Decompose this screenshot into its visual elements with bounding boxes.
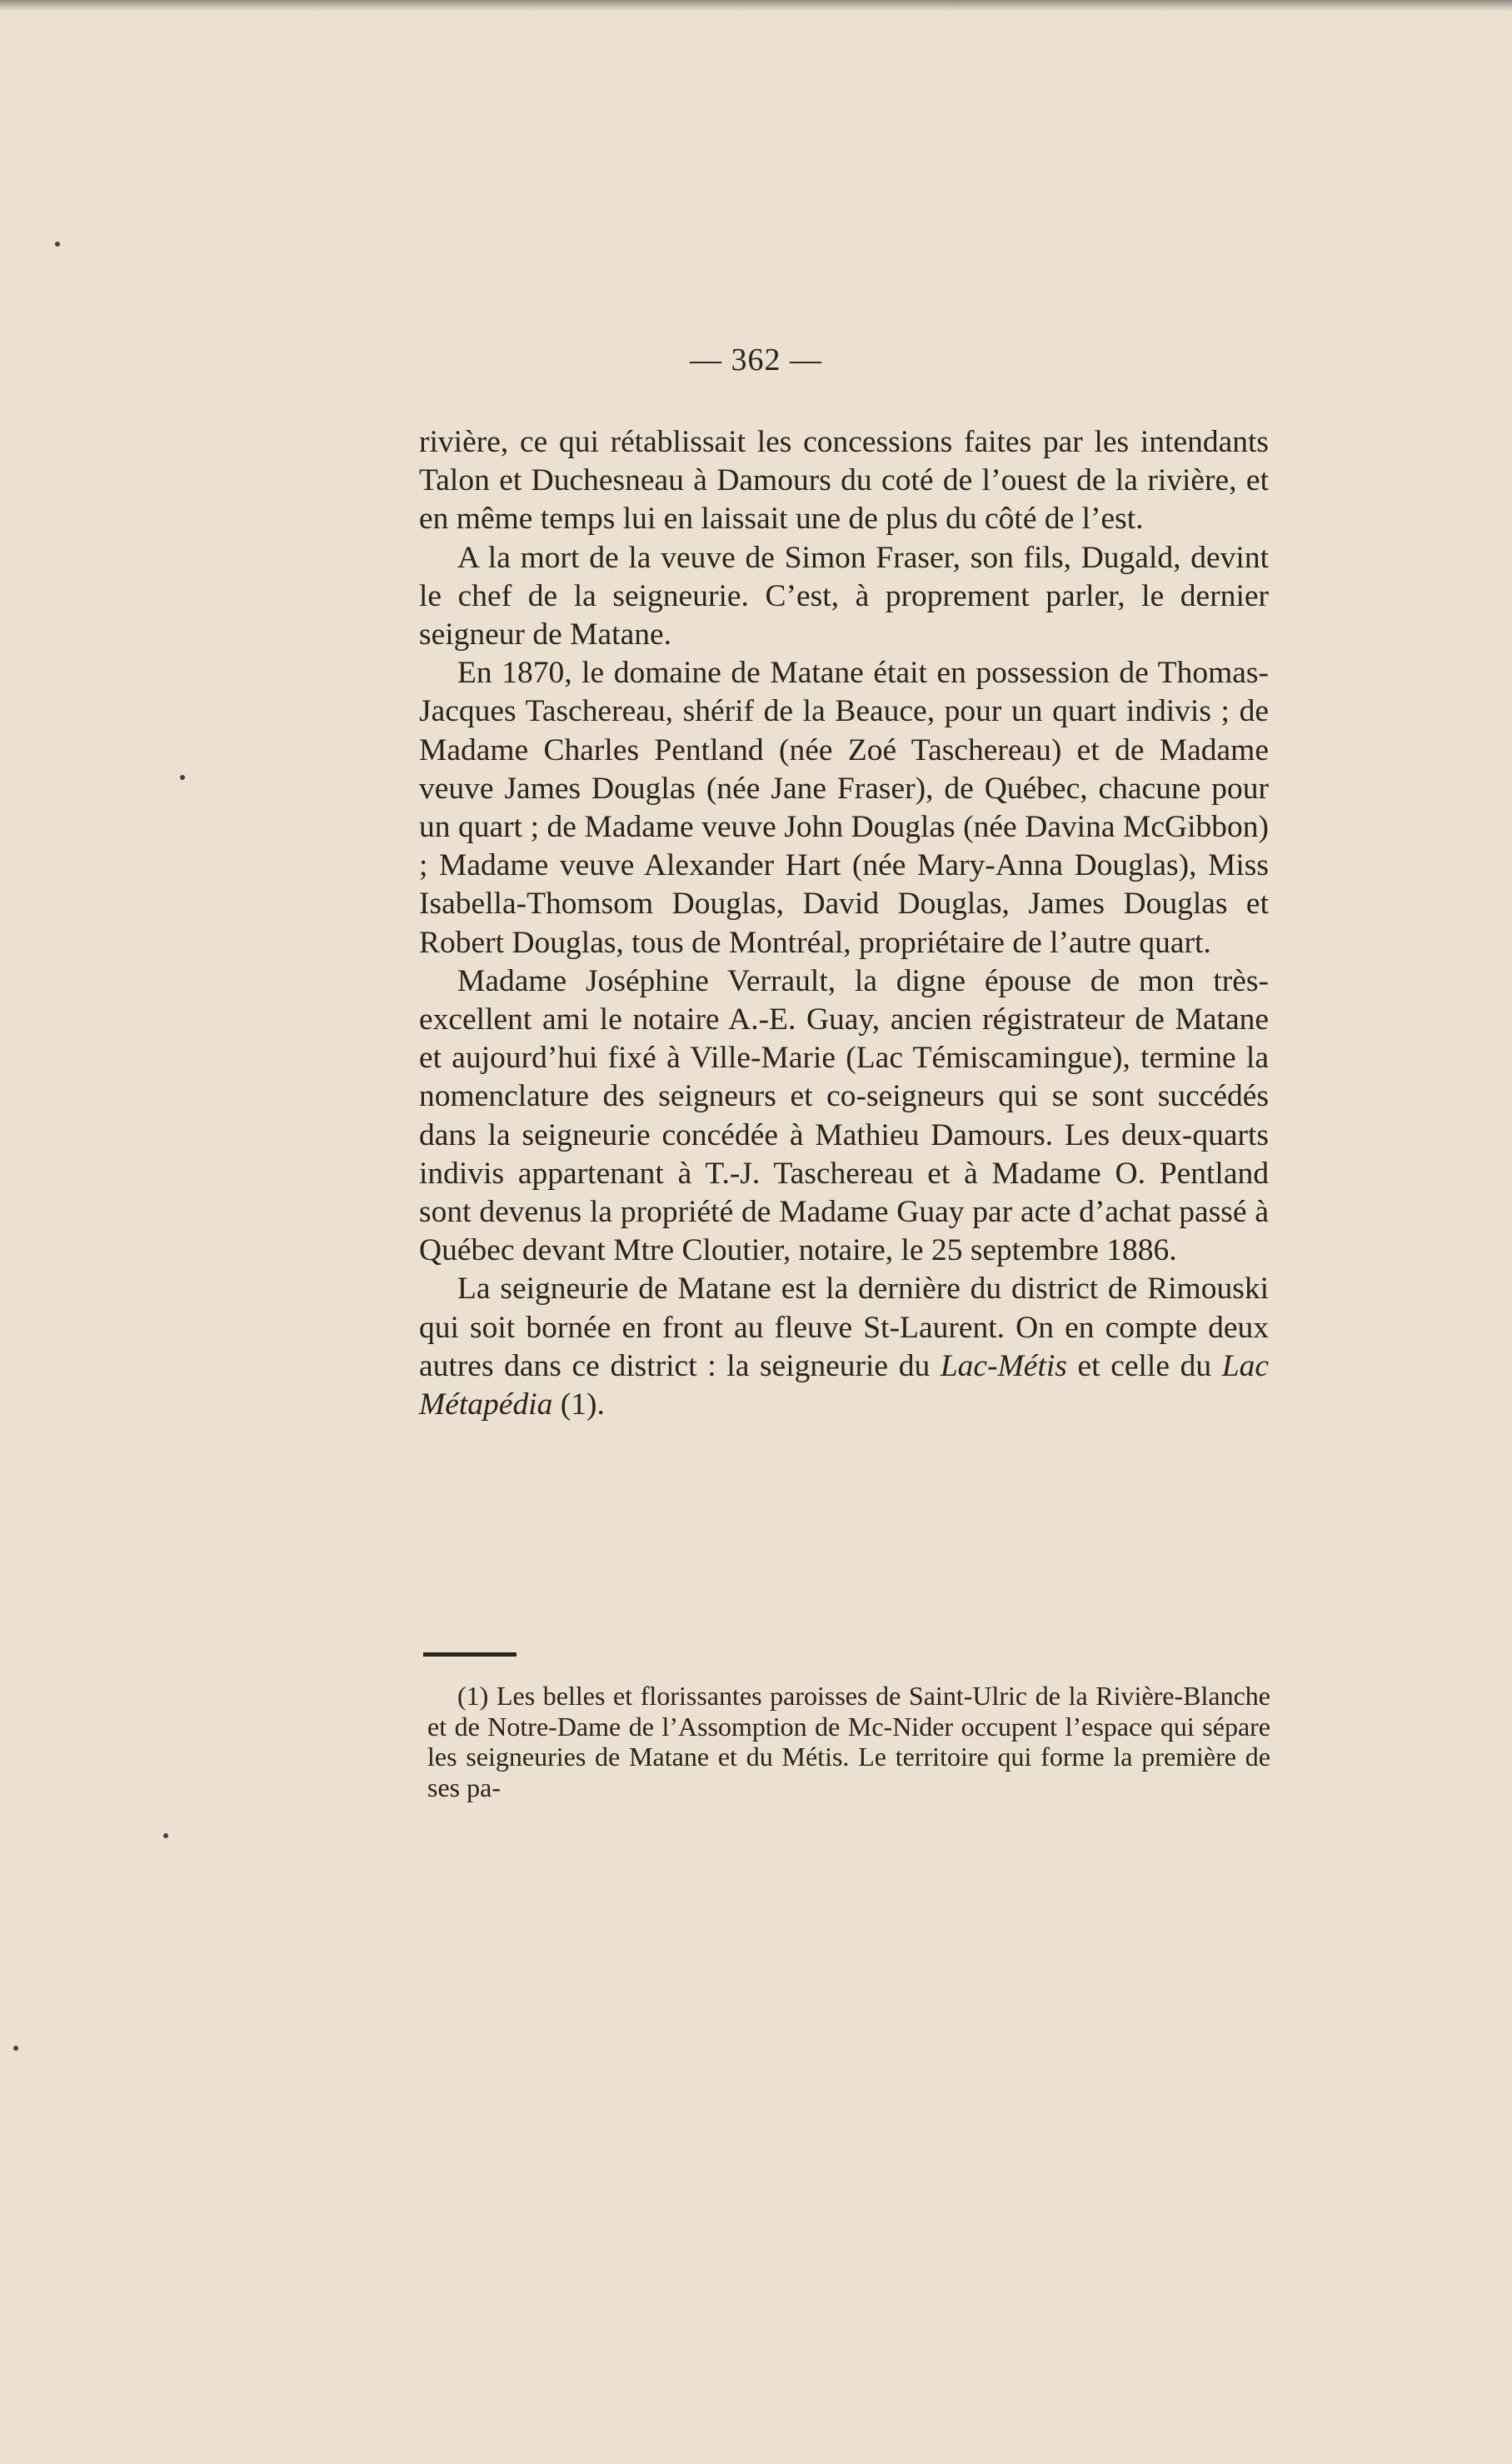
paragraph-5: [419, 1270, 1269, 1424]
paper-speck: [180, 775, 185, 780]
paper-speck: [55, 242, 60, 247]
lac-metis-italic: Lac-Métis: [940, 1348, 1067, 1383]
paragraph-2: A la mort de la veuve de Simon Fraser, son fils, Dugald, devint le chef de la seigneurie. C’est, à proprement parler, le dernier seigneur de Matane.: [419, 540, 1269, 652]
paragraph-5-text-c: (1).: [552, 1387, 605, 1422]
body-text: [419, 423, 1269, 1424]
paper-speck: [163, 1833, 168, 1838]
paragraph-1: rivière, ce qui rétablissait les concessions faites par les intendants Talon et Duchesneau à Damours du coté de l’ouest de la rivière, et en même temps lui en laissait une de plus du côté de l’est.: [419, 425, 1269, 537]
page-number: — 362 —: [690, 342, 822, 377]
paragraph-5-text-b: et celle du: [1066, 1348, 1222, 1383]
page-top-edge: [0, 0, 1512, 12]
paragraph-3: En 1870, le domaine de Matane était en possession de Thomas-Jacques Taschereau, shérif de la Beauce, pour un quart indivis ; de Madame Charles Pentland (née Zoé Taschereau) et de Madame veuve James Douglas (née Jane Fraser), de Québec, chacune pour un quart ; de Madame veuve John Douglas (née Davina McGibbon) ; Madame veuve Alexander Hart (née Mary-Anna Douglas), Miss Isabella-Thomsom Douglas, David Douglas, James Douglas et Robert Douglas, tous de Montréal, propriétaire de l’autre quart.: [419, 656, 1269, 960]
paper-speck: [13, 2046, 18, 2051]
paragraph-4: Madame Joséphine Verrault, la digne épouse de mon très-excellent ami le notaire A.-E. Guay, ancien régistrateur de Matane et aujourd’hui fixé à Ville-Marie (Lac Témiscamingue), termine la nomenclature des seigneurs et co-seigneurs qui se sont succédés dans la seigneurie concédée à Mathieu Damours. Les deux-quarts indivis appartenant à T.-J. Taschereau et à Madame O. Pentland sont devenus la propriété de Madame Guay par acte d’achat passé à Québec devant Mtre Cloutier, notaire, le 25 septembre 1886.: [419, 963, 1269, 1268]
footnote: (1) Les belles et florissantes paroisses de Saint-Ulric de la Rivière-Blanche et de Notre-Dame de l’Assomption de Mc-Nider occupent l’espace qui sépare les seigneuries de Matane et du Métis. Le territoire qui forme la première de ses pa-: [427, 1681, 1270, 1802]
paragraph-5-text-a: La seigneurie de Matane est la dernière du district de Rimouski qui soit bornée en front au fleuve St-Laurent. On en compte deux autres dans ce district : la seigneurie du: [419, 1272, 1269, 1383]
footnote-rule: [423, 1652, 516, 1657]
lac-metapedia-italic: Lac Métapédia: [419, 1348, 1269, 1422]
